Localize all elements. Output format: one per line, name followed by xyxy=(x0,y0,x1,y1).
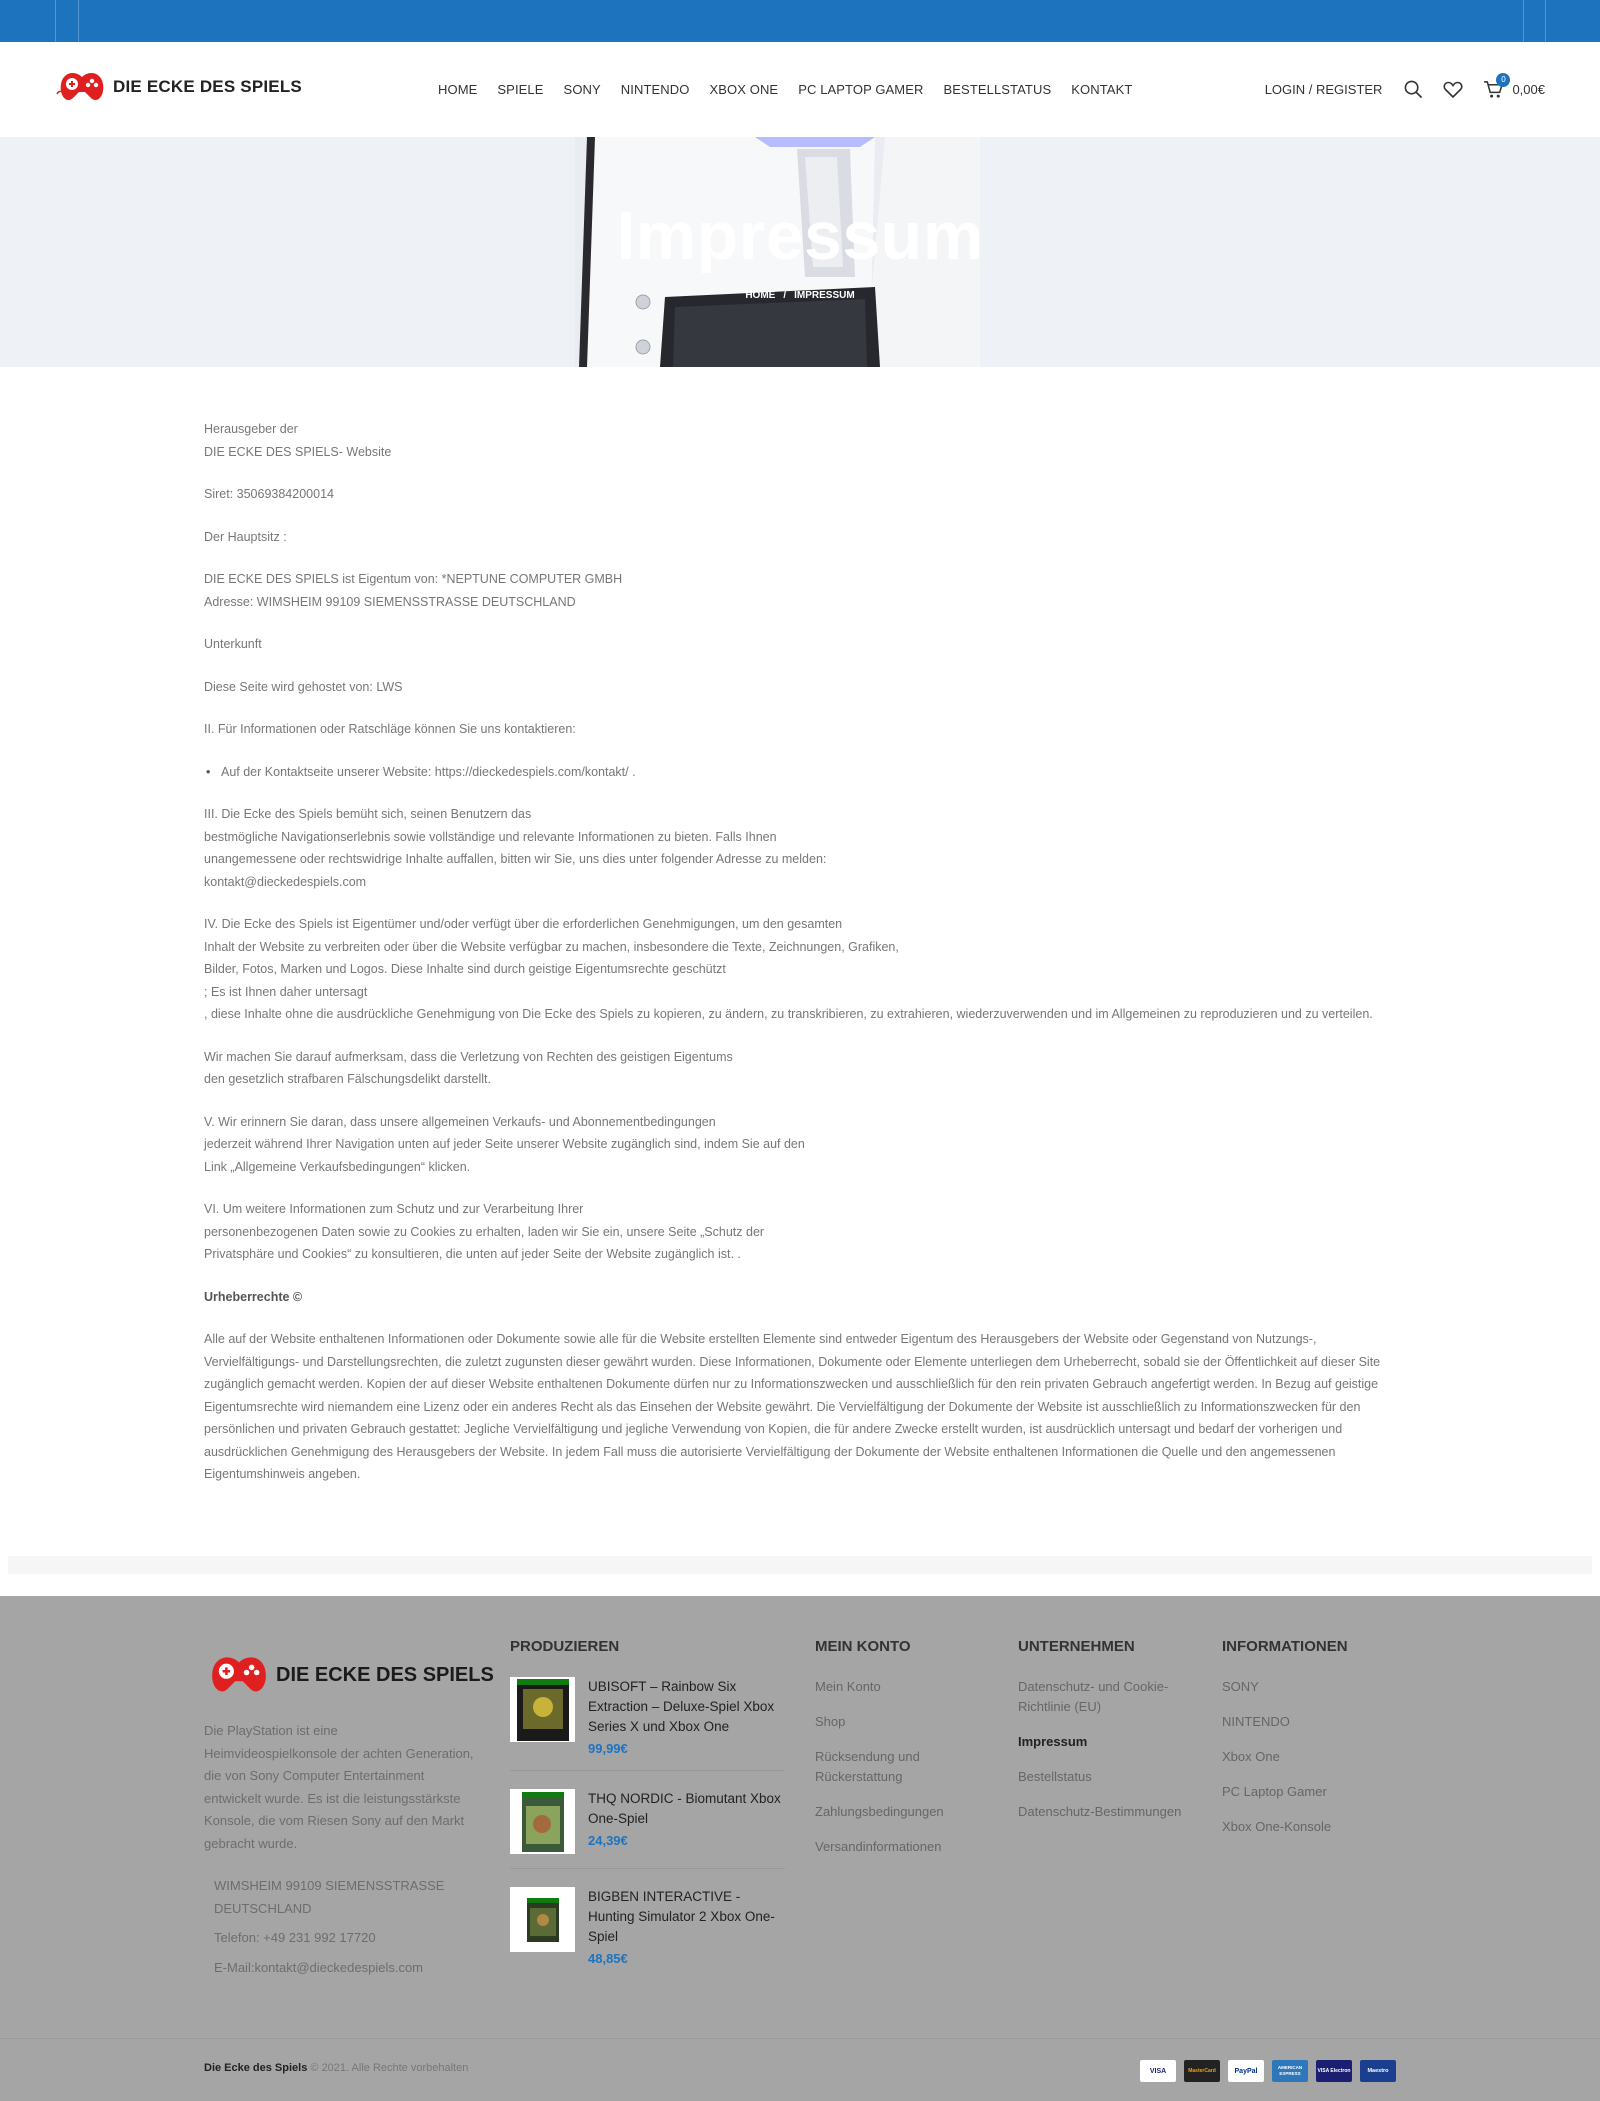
nav-kontakt[interactable]: KONTAKT xyxy=(1071,82,1133,97)
product-item[interactable] xyxy=(510,1887,785,1980)
logo-text: DIE ECKE DES SPIELS xyxy=(113,77,302,96)
footer-link-nintendo[interactable]: NINTENDO xyxy=(1222,1714,1290,1729)
text-line: den gesetzlich strafbaren Fälschungsdelikt darstellt. xyxy=(204,1072,491,1086)
page-hero xyxy=(0,137,1600,367)
gamepad-logo-icon xyxy=(204,1646,274,1704)
nav-home[interactable]: HOME xyxy=(438,82,478,97)
cart-count-badge: 0 xyxy=(1496,73,1510,87)
footer-link-datenschutz-bestimmungen[interactable]: Datenschutz-Bestimmungen xyxy=(1018,1804,1182,1819)
visa-icon: VISA xyxy=(1140,2060,1176,2082)
footer-account-column xyxy=(815,1638,995,1872)
nav-spiele[interactable]: SPIELE xyxy=(497,82,544,97)
footer-contact xyxy=(214,1875,494,1979)
footer-logo[interactable] xyxy=(204,1646,494,1704)
product-item[interactable] xyxy=(510,1677,785,1771)
text-line: V. Wir erinnern Sie daran, dass unsere allgemeinen Verkaufs- und Abonnementbedingungen xyxy=(204,1114,716,1129)
mastercard-icon: MasterCard xyxy=(1184,2060,1220,2082)
nav-sony[interactable]: SONY xyxy=(563,82,601,97)
publisher-paragraph xyxy=(204,418,1394,463)
main-nav xyxy=(428,42,1142,137)
hosting-paragraph: Diese Seite wird gehostet von: LWS xyxy=(204,679,403,694)
footer-link-zahlungsbedingungen[interactable]: Zahlungsbedingungen xyxy=(815,1804,944,1819)
footer-products-title: PRODUZIEREN xyxy=(510,1638,620,1655)
product-price: 99,99€ xyxy=(588,1741,628,1756)
warning-paragraph xyxy=(204,1046,1394,1091)
game-cover-icon xyxy=(527,1898,559,1942)
cart-total[interactable]: 0,00€ xyxy=(1512,82,1545,97)
footer-link-pc-laptop-gamer[interactable]: PC Laptop Gamer xyxy=(1222,1784,1327,1799)
headquarters-paragraph: Der Hauptsitz : xyxy=(204,529,287,544)
footer-info-title: INFORMATIONEN xyxy=(1222,1638,1348,1655)
gamepad-logo-icon xyxy=(55,64,109,110)
product-price: 24,39€ xyxy=(588,1833,628,1848)
product-image[interactable] xyxy=(510,1677,575,1742)
product-title[interactable]: BIGBEN INTERACTIVE - Hunting Simulator 2 Xbox One-Spiel xyxy=(588,1889,775,1944)
top-bar-divider xyxy=(1523,0,1524,42)
text-line: , diese Inhalte ohne die ausdrückliche Genehmigung von Die Ecke des Spiels zu kopieren, zu ändern, zu transkribieren, zu extrahieren, wiederzuverwenden und im Allgemeinen zu reproduzieren und zu verteilen. xyxy=(204,1007,1373,1021)
text-line: DIE ECKE DES SPIELS ist Eigentum von: *NEPTUNE COMPUTER GMBH xyxy=(204,572,623,586)
top-bar-divider xyxy=(55,0,56,42)
cart-icon[interactable] xyxy=(1482,74,1506,101)
footer-link-versandinformationen[interactable]: Versandinformationen xyxy=(815,1839,942,1854)
siret-paragraph: Siret: 35069384200014 xyxy=(204,487,334,501)
maestro-icon: Maestro xyxy=(1360,2060,1396,2082)
text-line: Bilder, Fotos, Marken und Logos. Diese Inhalte sind durch geistige Eigentumsrechte geschützt xyxy=(204,962,726,976)
text-line: jederzeit während Ihrer Navigation unten auf jeder Seite unserer Website zugänglich sind, indem Sie auf den xyxy=(204,1137,805,1151)
nav-bestellstatus[interactable]: BESTELLSTATUS xyxy=(943,82,1052,97)
copyright-text: © 2021. Alle Rechte vorbehalten xyxy=(310,2062,469,2074)
footer-link-shop[interactable]: Shop xyxy=(815,1714,846,1729)
copyright-heading xyxy=(204,1286,1394,1309)
section-vi-paragraph xyxy=(204,1198,1394,1266)
contact-list-item[interactable]: • Auf der Kontaktseite unserer Website: https://dieckedespiels.com/kontakt/ . xyxy=(221,761,1394,784)
visa-electron-icon: VISA Electron xyxy=(1316,2060,1352,2082)
footer-link-mein-konto[interactable]: Mein Konto xyxy=(815,1679,881,1694)
product-price: 48,85€ xyxy=(588,1951,628,1966)
footer-link-bestellstatus[interactable]: Bestellstatus xyxy=(1018,1769,1092,1784)
text-line: Privatsphäre und Cookies“ zu konsultieren, die unten auf jeder Seite der Website zugänglich ist. . xyxy=(204,1247,741,1261)
page-title: Impressum xyxy=(616,198,984,274)
section-v-paragraph xyxy=(204,1111,1394,1179)
product-image[interactable] xyxy=(510,1887,575,1952)
payment-methods xyxy=(1132,2060,1396,2082)
footer-logo-text: DIE ECKE DES SPIELS xyxy=(276,1663,494,1686)
top-bar xyxy=(0,0,1600,42)
text-line: Adresse: WIMSHEIM 99109 SIEMENSSTRASSE DEUTSCHLAND xyxy=(204,594,576,609)
contact-paragraph: II. Für Informationen oder Ratschläge können Sie uns kontaktieren: xyxy=(204,722,576,736)
footer-email[interactable]: E-Mail:kontakt@dieckedespiels.com xyxy=(214,1959,424,1975)
american-express-icon: AMERICAN EXPRESS xyxy=(1272,2060,1308,2082)
footer-account-title: MEIN KONTO xyxy=(815,1638,911,1655)
text-line: III. Die Ecke des Spiels bemüht sich, seinen Benutzern das xyxy=(204,807,532,821)
product-item[interactable] xyxy=(510,1789,785,1869)
paypal-icon: PayPal xyxy=(1228,2060,1264,2082)
text-line: unangemessene oder rechtswidrige Inhalte auffallen, bitten wir Sie, uns dies unter folgender Adresse zu melden: xyxy=(204,852,827,866)
footer-link-ruecksendung[interactable]: Rücksendung und Rückerstattung xyxy=(815,1749,920,1784)
copyright-paragraph: Alle auf der Website enthaltenen Informationen oder Dokumente sowie alle für die Website erstellten Elemente sind entweder Eigentum des Herausgebers der Website oder Gegenstand von Nutzungs-, Vervielfältigungs- und Darstellungsrechten, die zuletzt zugunsten dieser gewährt wurden. Diese Informationen, Dokumente oder Elemente unterliegen dem Urheberrecht, sobald sie der Öffentlichkeit auf dieser Site zugänglich gemacht werden. Kopien der auf dieser Website enthaltenen Dokumente dürfen nur zu Informationszwecken und ausschließlich für den rein privaten Gebrauch angefertigt werden. In Bezug auf geistige Eigentumsrechte wird niemandem eine Lizenz oder ein anderes Recht als das Einsehen der Website gewährt. Die Vervielfältigung der Dokumente der Website ist ausschließlich zu Informationszwecken für den persönlichen und privaten Gebrauch gestattet: Jegliche Vervielfältigung und jegliche Verwendung von Kopien, die für andere Zwecke erstellt wurden, ist ausdrücklich untersagt und bedarf der vorherigen und ausdrücklichen Genehmigung des Herausgebers der Website. In jedem Fall muss die autorisierte Vervielfältigung der Dokumente der Website enthaltenen Informationen die Quelle und den angemessenen Eigentumshinweis angeben. xyxy=(204,1332,1381,1481)
breadcrumb-current: IMPRESSUM xyxy=(794,290,855,301)
content-separator xyxy=(8,1556,1592,1574)
footer-about-text: Die PlayStation ist eine Heimvideospielkonsole der achten Generation, die von Sony Computer Entertainment entwickelt wurde. Es ist die leistungsstärkste Konsole, die vom Riesen Sony auf den Markt gebracht wurde. xyxy=(204,1723,474,1851)
footer-products-column xyxy=(510,1638,785,1998)
footer-phone[interactable]: Telefon: +49 231 992 17720 xyxy=(214,1930,376,1945)
breadcrumb-home[interactable]: HOME xyxy=(745,290,776,301)
site-header xyxy=(0,42,1600,137)
text-line: Herausgeber der xyxy=(204,422,298,436)
breadcrumb xyxy=(0,290,1600,301)
text-line: ; Es ist Ihnen daher untersagt xyxy=(204,984,368,999)
footer-bottom-bar xyxy=(0,2038,1600,2101)
hosting-heading: Unterkunft xyxy=(204,637,262,651)
text-line: Link „Allgemeine Verkaufsbedingungen“ klicken. xyxy=(204,1159,471,1174)
footer-link-xbox-one[interactable]: Xbox One xyxy=(1222,1749,1280,1764)
product-title[interactable]: UBISOFT – Rainbow Six Extraction – Deluxe-Spiel Xbox Series X und Xbox One xyxy=(588,1679,775,1734)
product-title[interactable]: THQ NORDIC - Biomutant Xbox One-Spiel xyxy=(588,1791,781,1826)
owner-paragraph xyxy=(204,568,1394,613)
footer-link-datenschutz-cookie[interactable]: Datenschutz- und Cookie-Richtlinie (EU) xyxy=(1018,1679,1169,1714)
copyright-notice xyxy=(204,2062,468,2074)
site-footer xyxy=(0,1596,1600,2101)
copyright-heading-text: Urheberrechte © xyxy=(204,1289,303,1304)
section-iii-paragraph xyxy=(204,803,1394,893)
footer-link-impressum[interactable]: Impressum xyxy=(1018,1734,1088,1749)
login-register-link[interactable]: LOGIN / REGISTER xyxy=(1264,82,1383,97)
footer-address: WIMSHEIM 99109 SIEMENSSTRASSE DEUTSCHLAND xyxy=(214,1878,445,1916)
wishlist-heart-icon[interactable] xyxy=(1442,79,1464,101)
email-link[interactable]: kontakt@dieckedespiels.com xyxy=(204,874,367,889)
text-line: bestmögliche Navigationserlebnis sowie vollständige und relevante Informationen zu bieten. Falls Ihnen xyxy=(204,829,777,844)
breadcrumb-separator: / xyxy=(783,290,787,301)
game-cover-icon xyxy=(517,1679,569,1741)
footer-company-title: UNTERNEHMEN xyxy=(1018,1638,1135,1655)
nav-nintendo[interactable]: NINTENDO xyxy=(620,82,690,97)
top-bar-divider xyxy=(78,0,79,42)
footer-link-xbox-one-konsole[interactable]: Xbox One-Konsole xyxy=(1222,1819,1332,1834)
footer-about-column xyxy=(204,1638,494,1979)
text-line: DIE ECKE DES SPIELS- Website xyxy=(204,444,392,459)
game-cover-icon xyxy=(522,1792,564,1852)
product-image[interactable] xyxy=(510,1789,575,1854)
footer-company-column xyxy=(1018,1638,1208,1837)
text-line: VI. Um weitere Informationen zum Schutz und zur Verarbeitung Ihrer xyxy=(204,1202,584,1216)
copyright-brand[interactable]: Die Ecke des Spiels xyxy=(204,2062,308,2074)
text-line: personenbezogenen Daten sowie zu Cookies zu erhalten, laden wir Sie ein, unsere Seite „Schutz der xyxy=(204,1224,765,1239)
text-line: IV. Die Ecke des Spiels ist Eigentümer und/oder verfügt über die erforderlichen Genehmigungen, um den gesamten xyxy=(204,917,843,931)
nav-pc-laptop-gamer[interactable]: PC LAPTOP GAMER xyxy=(798,82,924,97)
search-icon[interactable] xyxy=(1402,79,1424,101)
footer-info-column xyxy=(1222,1638,1402,1852)
text-line: Inhalt der Website zu verbreiten oder über die Website verfügbar zu machen, insbesondere die Texte, Zeichnungen, Grafiken, xyxy=(204,939,899,954)
section-iv-paragraph xyxy=(204,913,1394,1026)
site-logo[interactable] xyxy=(55,64,302,110)
contact-list xyxy=(221,761,1394,784)
footer-link-sony[interactable]: SONY xyxy=(1222,1679,1259,1694)
top-bar-divider xyxy=(1545,0,1546,42)
impressum-content xyxy=(204,418,1394,1506)
header-actions xyxy=(1265,42,1545,137)
nav-xbox-one[interactable]: XBOX ONE xyxy=(709,82,779,97)
text-line: Wir machen Sie darauf aufmerksam, dass die Verletzung von Rechten des geistigen Eigentums xyxy=(204,1049,733,1064)
